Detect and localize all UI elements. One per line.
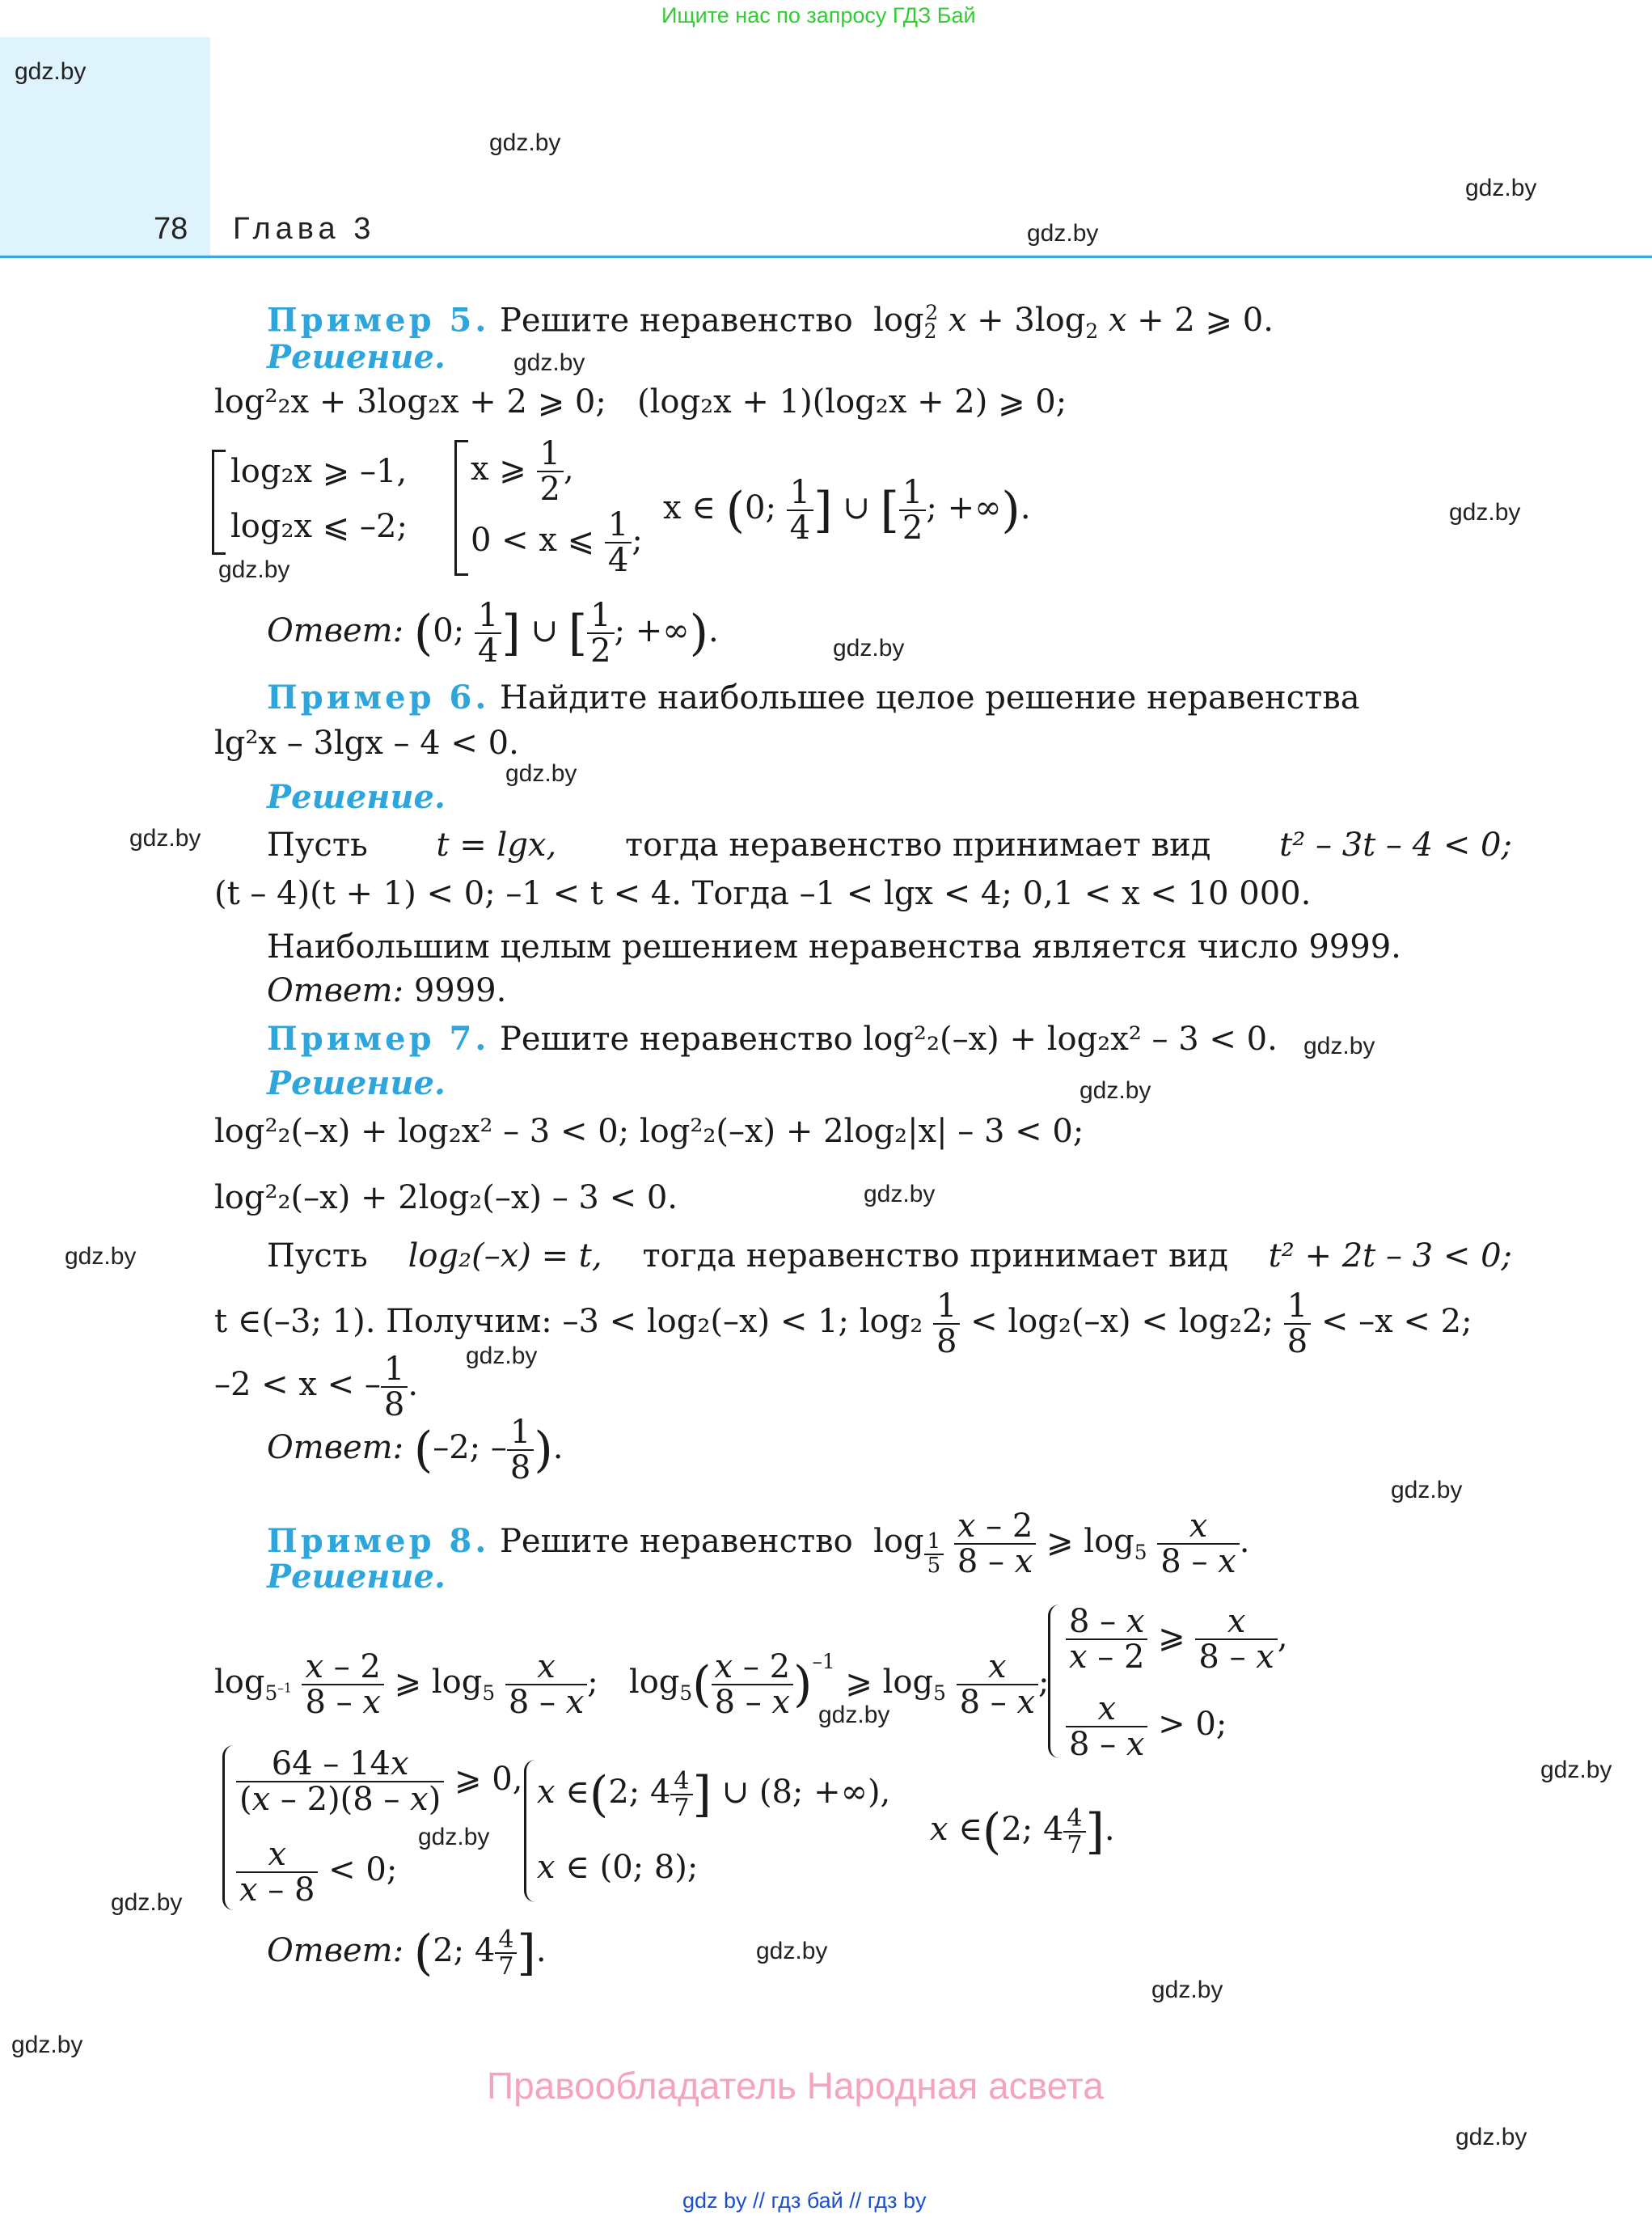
watermark: gdz.by [418, 1824, 490, 1850]
watermark: gdz.by [1465, 175, 1537, 201]
example-6-heading [267, 678, 1360, 718]
example-8-system-2a: $\frac{64 - 14x}{(x - 2)(8 - x)}$ ⩾ 0, [236, 1747, 522, 1816]
example-7-para-2: t ∈(–3; 1). Получим: –3 < log₂(–x) < 1; log₂ $\frac{1}{8}$ < log₂(–x) < log₂2; $\frac{1}{8}$ < –x < 2; [214, 1287, 1472, 1360]
example-7-label: Пример 7. [267, 1020, 490, 1058]
example-8-line-1: $\log_{5^{-1}}$ $\frac{x - 2}{8 - x}$ ⩾ $\log_5$ $\frac{x}{8 - x}$ ; $\log_5$( $\frac{x - 2}{8 - x}$ )$^{-1}$ ⩾ $\log_5$ $\frac{x}{8 - x}$ ; [214, 1648, 1050, 1721]
example-7-solution-label: Решение. [267, 1064, 446, 1102]
example-8-system-1b: $\frac{x}{8 - x}$ > 0; [1066, 1692, 1227, 1761]
watermark: gdz.by [1391, 1477, 1463, 1503]
example-7-heading: Пример 7. Решите неравенство log²₂(–x) + log₂x² – 3 < 0. [267, 1020, 1278, 1058]
example-7-task: Решите неравенство [499, 1021, 853, 1058]
watermark: gdz.by [756, 1938, 828, 1964]
example-5-label: Пример 5. [267, 301, 490, 340]
watermark: gdz.by [1540, 1757, 1612, 1783]
page-number: 78 [154, 212, 188, 246]
watermark: gdz.by [218, 556, 290, 583]
example-8-answer: Ответ: (2; 4 $\frac{4}{7}$ ]. [267, 1925, 547, 1981]
watermark: gdz.by [1449, 499, 1521, 526]
example-8-label: Пример 8. [267, 1522, 490, 1560]
watermark: gdz.by [818, 1702, 890, 1728]
example-5-sys2a: x ⩾ $\frac{1}{2}$ , [471, 435, 574, 508]
watermark: gdz.by [1303, 1033, 1375, 1059]
watermark: gdz.by [1027, 220, 1099, 247]
example-5-answer: Ответ: (0; $\frac{1}{4}$ ] ∪ [ $\frac{1}{2}$ ; +∞). [267, 597, 719, 670]
example-6-answer: Ответ: 9999. [267, 972, 507, 1009]
example-8-result: x ∈(2; 4 $\frac{4}{7}$ ]. [930, 1803, 1115, 1860]
watermark: gdz.by [1080, 1077, 1151, 1104]
brace-system-3 [524, 1760, 538, 1902]
example-5-sys1b: log₂x ⩽ –2; [230, 508, 408, 545]
example-7-line-1: log²₂(–x) + log₂x² – 3 < 0; log²₂(–x) + 2log₂|x| – 3 < 0; [214, 1113, 1084, 1150]
example-5-sys2b: 0 < x ⩽ $\frac{1}{4}$ ; [471, 506, 643, 579]
watermark: gdz.by [11, 2032, 83, 2058]
example-5-sys1a: log₂x ⩾ –1, [230, 453, 408, 490]
example-5-line-1: log²₂x + 3log₂x + 2 ⩾ 0; (log₂x + 1)(log₂x + 2) ⩾ 0; [214, 383, 1067, 421]
example-6-label: Пример 6. [267, 679, 490, 717]
example-8-system-3b: x ∈ (0; 8); [537, 1849, 699, 1886]
bracket-left-2 [454, 440, 468, 576]
header-rule [0, 256, 1652, 258]
chapter-title: Глава 3 [233, 212, 376, 246]
bracket-left-1 [212, 450, 226, 555]
example-8-system-3a: x ∈(2; 4 $\frac{4}{7}$ ] ∪ (8; +∞), [537, 1766, 891, 1823]
example-6-inequality: lg²x – 3lgx – 4 < 0. [214, 725, 519, 762]
example-8-task: Решите неравенство [499, 1523, 853, 1560]
copyright-notice: Правообладатель Народная асвета [487, 2065, 1104, 2107]
top-banner: Ищите нас по запросу ГДЗ Бай [661, 3, 976, 27]
example-8-system-2b: $\frac{x}{x - 8}$ < 0; [236, 1837, 397, 1907]
watermark: gdz.by [864, 1181, 936, 1207]
watermark: gdz.by [15, 58, 87, 85]
example-5-task: Решите неравенство [499, 302, 853, 340]
example-6-para-1: Пусть t = lgx, тогда неравенство принимает вид t² – 3t – 4 < 0; [267, 827, 1512, 864]
example-5-result: x ∈ (0; $\frac{1}{4}$ ] ∪ [ $\frac{1}{2}$ ; +∞). [663, 474, 1031, 547]
example-6-para-2: (t – 4)(t + 1) < 0; –1 < t < 4. Тогда –1 < lgx < 4; 0,1 < x < 10 000. [214, 875, 1312, 912]
watermark: gdz.by [513, 349, 585, 376]
watermark: gdz.by [1151, 1977, 1223, 2003]
brace-system-2 [222, 1745, 236, 1910]
example-8-task-expr: log $_{\frac{1}{5}}$ $\frac{x - 2}{8 - x}$ ⩾ $\log_5$ $\frac{x}{8 - x}$ . [863, 1507, 1250, 1580]
watermark: gdz.by [489, 129, 561, 156]
example-8-solution-label: Решение. [267, 1558, 446, 1596]
example-5-task-expr: $\log_2^2 x + 3\log_2$ x + 2 ⩾ 0. [863, 301, 1274, 344]
watermark: gdz.by [833, 635, 905, 662]
watermark: gdz.by [466, 1342, 538, 1369]
example-8-system-1a: $\frac{8 - x}{x - 2}$ ⩾ $\frac{x}{8 - x}$ , [1066, 1605, 1288, 1674]
example-7-para-1: Пусть log₂(–x) = t, тогда неравенство принимает вид t² + 2t – 3 < 0; [267, 1237, 1512, 1275]
watermark: gdz.by [1456, 2124, 1527, 2150]
example-7-answer: Ответ: (–2; – $\frac{1}{8}$ ). [267, 1414, 564, 1486]
watermark: gdz.by [111, 1889, 183, 1916]
watermark: gdz.by [505, 760, 577, 787]
example-7-line-2: log²₂(–x) + 2log₂(–x) – 3 < 0. [214, 1179, 678, 1216]
footer-links[interactable]: gdz by // гдз бай // гдз by [682, 2188, 927, 2213]
example-5-solution-label: Решение. [267, 338, 446, 376]
example-6-para-3: Наибольшим целым решением неравенства является число 9999. [267, 928, 1401, 966]
example-6-task: Найдите наибольшее целое решение неравенства [499, 679, 1360, 717]
watermark: gdz.by [65, 1243, 137, 1270]
example-7-para-3: –2 < x < – $\frac{1}{8}$ . [214, 1351, 419, 1423]
example-6-solution-label: Решение. [267, 778, 446, 816]
watermark: gdz.by [129, 825, 201, 852]
brace-system-1 [1048, 1605, 1062, 1758]
